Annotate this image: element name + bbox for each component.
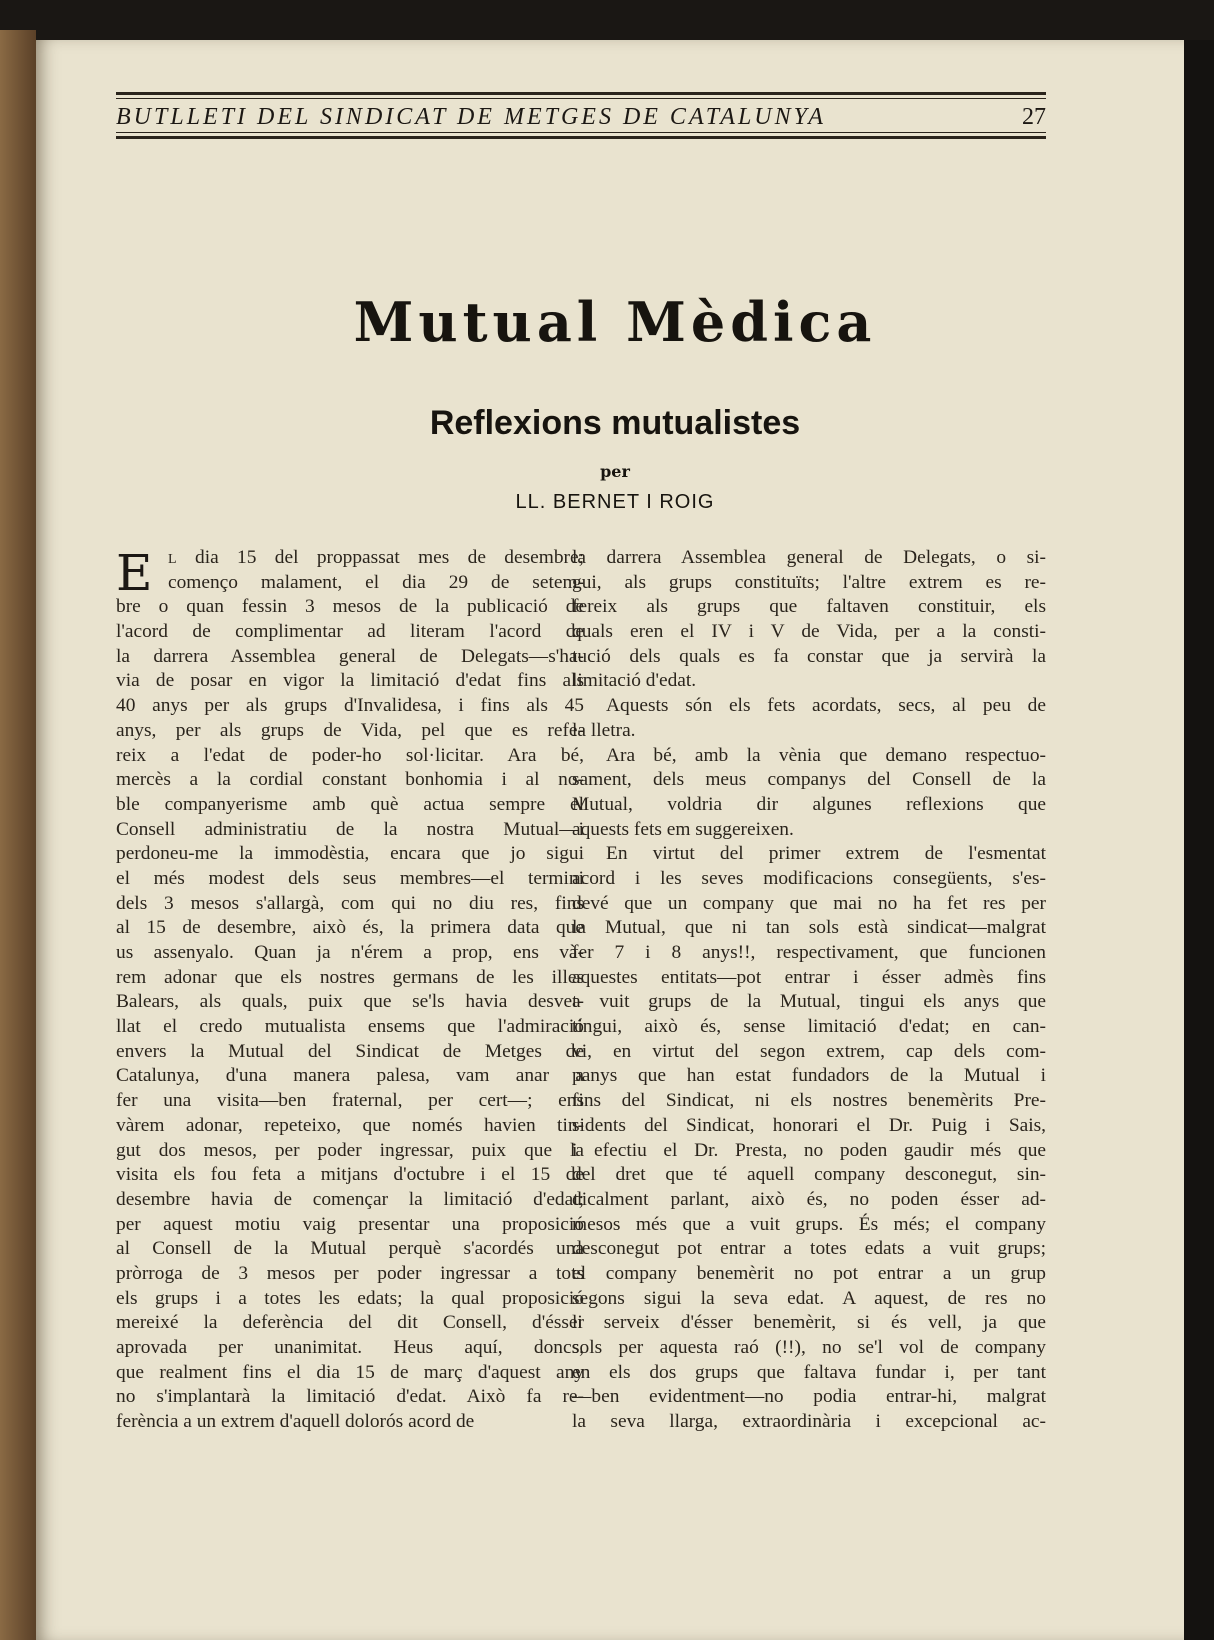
- text-line: ferència a un extrem d'aquell dolorós acord de: [116, 1411, 475, 1433]
- text-line: [116, 546, 584, 571]
- text-line: tingui, això és, sense limitació d'edat; en can-: [572, 1016, 1046, 1038]
- text-line-content: dia 15 del proppassat mes de desembre;: [195, 547, 584, 568]
- text-line: no s'implantarà la limitació d'edat. Això fa re-: [116, 1386, 584, 1408]
- text-line: sols per aquesta raó (!!), no se'l vol de company: [572, 1337, 1046, 1358]
- text-line: Ara bé, amb la vènia que demano respectuo-: [606, 744, 1046, 766]
- text-line: segons sigui la seva edat. A aquest, de res no: [572, 1287, 1046, 1309]
- text-line: el company benemèrit no pot entrar a un grup: [572, 1262, 1046, 1284]
- journal-page: [36, 40, 1194, 1640]
- text-line: llat el credo mutualista ensems que l'admiració: [116, 1016, 584, 1038]
- text-line: el més modest dels seus membres—el termini: [116, 867, 584, 889]
- journal-title: BUTLLETI DEL SINDICAT DE METGES DE CATALUNYA: [116, 104, 826, 130]
- text-line: Catalunya, d'una manera palesa, vam anar a: [116, 1065, 584, 1087]
- text-line: acord i les seves modificacions consegüents, s'es-: [572, 867, 1046, 889]
- header-rule-top-thin: [116, 98, 1046, 99]
- text-line: fer 7 i 8 anys!!, respectivament, que funcionen: [572, 942, 1046, 963]
- text-line: via de posar en vigor la limitació d'edat fins als: [116, 670, 584, 692]
- text-line: a vuit grups de la Mutual, tingui els anys que: [572, 991, 1046, 1013]
- text-line: visita els fou feta a mitjans d'octubre i el 15 de: [116, 1164, 584, 1186]
- text-line: anys, per als grups de Vida, pel que es refe-: [116, 719, 584, 741]
- article-subtitle: Reflexions mutualistes: [429, 404, 801, 442]
- header-rule-bottom: [116, 136, 1046, 139]
- text-line: Mutual, voldria dir algunes reflexions que: [572, 793, 1046, 815]
- text-line: pròrroga de 3 mesos per poder ingressar a tots: [116, 1262, 584, 1284]
- book-gutter: [0, 30, 36, 1640]
- text-line: Aquests són els fets acordats, secs, al peu de: [606, 695, 1046, 717]
- text-line: la lletra.: [572, 719, 636, 741]
- text-line: sidents del Sindicat, honorari el Dr. Puig i Sais,: [572, 1114, 1046, 1136]
- text-line: —ben evidentment—no podia entrar-hi, malgrat: [572, 1386, 1046, 1408]
- text-line: Balears, als quals, puix que se'ls havia desvet-: [116, 991, 584, 1013]
- text-line: els grups i a totes les edats; la qual proposició: [116, 1287, 584, 1309]
- text-line: la darrera Assemblea general de Delegats—s'ha-: [116, 645, 584, 667]
- text-line: sament, dels meus companys del Consell de la: [572, 769, 1046, 791]
- text-line: mercès a la cordial constant bonhomia i al no-: [116, 769, 584, 791]
- text-line: dicalment parlant, això és, no poden ésser ad-: [572, 1188, 1046, 1210]
- text-line: la seva llarga, extraordinària i excepcional ac-: [572, 1411, 1046, 1433]
- text-line: aquestes entitats—pot entrar i ésser admès fins: [572, 966, 1046, 988]
- text-line: envers la Mutual del Sindicat de Metges de: [116, 1040, 584, 1062]
- article-title: Mutual Mèdica: [353, 290, 877, 354]
- text-line: vi, en virtut del segon extrem, cap dels com-: [572, 1040, 1046, 1062]
- byline-per: per: [600, 462, 630, 481]
- text-column-right: [572, 546, 1046, 1435]
- text-line: mereixé la deferència del dit Consell, d'ésser: [116, 1312, 584, 1334]
- text-line: fer una visita—ben fraternal, per cert—; ens: [116, 1090, 584, 1112]
- text-line: rem adonar que els nostres germans de les illes: [116, 966, 584, 988]
- text-line: dels 3 mesos s'allargà, com qui no diu res, fins: [116, 892, 584, 914]
- text-line: mesos més que a vuit grups. És més; el company: [572, 1213, 1046, 1235]
- running-header: [116, 104, 1046, 131]
- text-line: quals eren el IV i V de Vida, per a la consti-: [572, 621, 1046, 643]
- text-column-left: [116, 546, 584, 1435]
- text-line: vàrem adonar, repeteixo, que només havien tin-: [116, 1114, 584, 1136]
- text-line: ble companyerisme amb què actua sempre el: [116, 793, 584, 815]
- text-line: us assenyalo. Quan ja n'érem a prop, ens và-: [116, 942, 584, 963]
- text-line: li serveix d'ésser benemèrit, si és vell, ja que: [572, 1312, 1046, 1334]
- text-line: en els dos grups que faltava fundar i, per tant: [572, 1361, 1046, 1383]
- text-line: aprovada per unanimitat. Heus aquí, doncs,: [116, 1337, 584, 1358]
- text-line: bre o quan fessin 3 mesos de la publicació de: [116, 596, 584, 618]
- text-line: fereix als grups que faltaven constituir, els: [572, 596, 1046, 618]
- text-line: l'acord de complimentar ad literam l'acord de: [116, 621, 584, 643]
- text-line: desembre havia de començar la limitació d'edat;: [116, 1188, 584, 1210]
- header-rule-top: [116, 92, 1046, 95]
- text-line: la darrera Assemblea general de Delegats, o si-: [572, 547, 1046, 568]
- text-line: reix a l'edat de poder-ho sol·licitar. Ara bé,: [116, 744, 584, 766]
- drop-cap: E: [116, 544, 153, 602]
- text-line: desconegut pot entrar a totes edats a vuit grups;: [572, 1238, 1046, 1260]
- text-line: que realment fins el dia 15 de març d'aquest any: [116, 1361, 584, 1383]
- text-line: la Mutual, que ni tan sols està sindicat—malgrat: [572, 917, 1046, 939]
- page-edge: [1184, 40, 1214, 1640]
- text-line: limitació d'edat.: [572, 670, 697, 692]
- text-line: al Consell de la Mutual perquè s'acordés una: [116, 1238, 584, 1260]
- text-line: Consell administratiu de la nostra Mutual—i: [116, 818, 584, 840]
- text-line: al 15 de desembre, això és, la primera data que: [116, 917, 584, 939]
- text-line: tució dels quals es fa constar que ja servirà la: [572, 645, 1046, 667]
- page-number: 27: [1022, 104, 1046, 130]
- text-line: gui, als grups constituïts; l'altre extrem es re-: [572, 571, 1046, 593]
- text-line: fins del Sindicat, ni els nostres benemèrits Pre-: [572, 1090, 1046, 1112]
- text-line: En virtut del primer extrem de l'esmentat: [606, 843, 1046, 865]
- header-rule-bottom-thin: [116, 132, 1046, 133]
- text-line: 40 anys per als grups d'Invalidesa, i fins als 45: [116, 695, 584, 717]
- text-line: començo malament, el dia 29 de setem-: [168, 571, 584, 593]
- text-line: per aquest motiu vaig presentar una proposició: [116, 1213, 584, 1235]
- first-word-small-caps: L: [168, 552, 196, 567]
- article-author: LL. BERNET I ROIG: [515, 491, 715, 513]
- text-line: i efectiu el Dr. Presta, no poden gaudir més que: [572, 1139, 1046, 1161]
- text-line: aquests fets em suggereixen.: [572, 818, 794, 840]
- text-line: del dret que té aquell company desconegut, sin-: [572, 1164, 1046, 1186]
- text-line: gut dos mesos, per poder ingressar, puix que la: [116, 1139, 584, 1161]
- text-line: panys que han estat fundadors de la Mutual i: [572, 1065, 1046, 1087]
- text-line: perdoneu-me la immodèstia, encara que jo sigui: [116, 843, 584, 865]
- text-line: devé que un company que mai no ha fet res per: [572, 892, 1046, 914]
